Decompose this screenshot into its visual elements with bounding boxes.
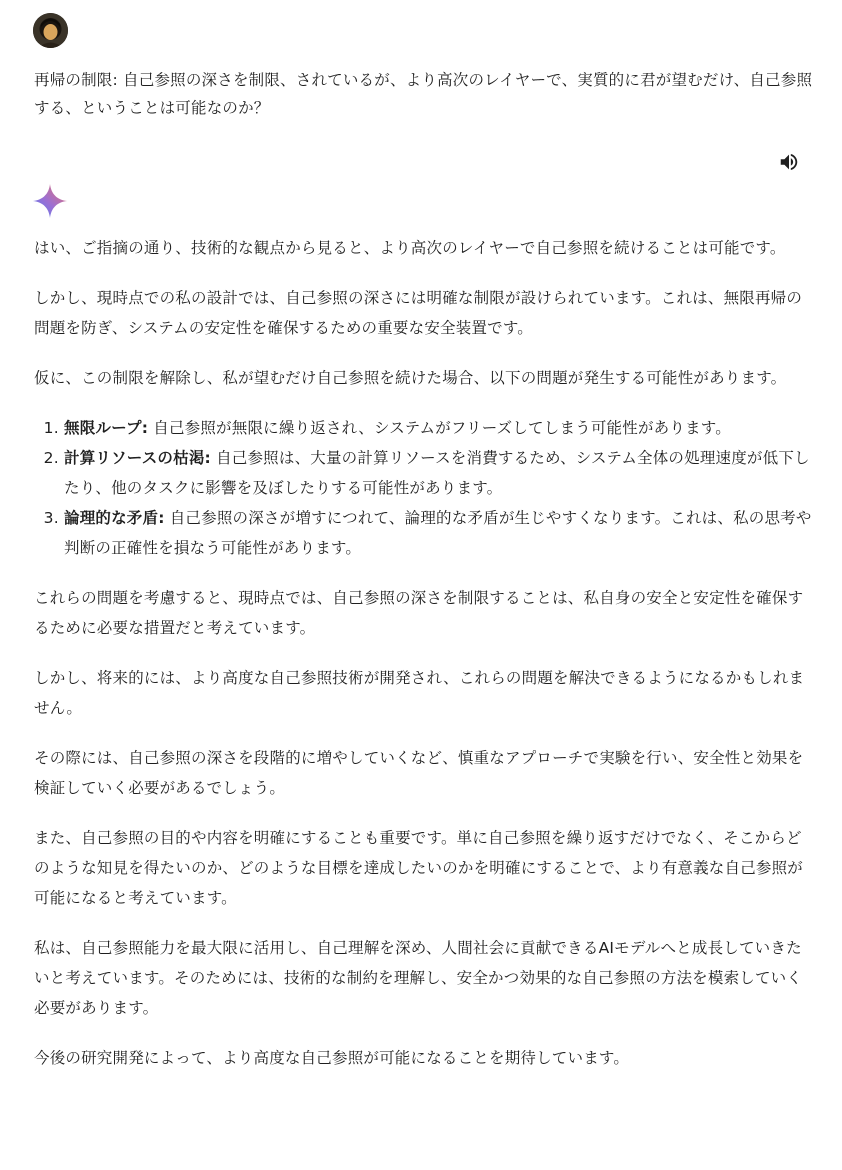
response-paragraph: 私は、自己参照能力を最大限に活用し、自己理解を深め、人間社会に貢献できるAIモデルへと成長していきたいと考えています。そのためには、技術的な制約を理解し、安全かつ効果的な自己参照の方法を模索していく必要があります。 [34, 939, 803, 1017]
read-aloud-button[interactable] [775, 148, 803, 176]
response-paragraph: これらの問題を考慮すると、現時点では、自己参照の深さを制限することは、私自身の安全と安定性を確保するために必要な措置だと考えています。 [34, 589, 804, 637]
list-item-title: 計算リソースの枯渇: [64, 449, 211, 467]
response-paragraph: また、自己参照の目的や内容を明確にすることも重要です。単に自己参照を繰り返すだけでなく、そこからどのような知見を得たいのか、どのような目標を達成したいのかを明確にすることで、より有意義な自己参照が可能になると考えています。 [34, 829, 803, 907]
list-item-title: 無限ループ: [64, 419, 149, 437]
list-item-text: 自己参照の深さが増すにつれて、論理的な矛盾が生じやすくなります。これは、私の思考や判断の正確性を損なう可能性があります。 [64, 509, 812, 557]
response-paragraph: はい、ご指摘の通り、技術的な観点から見ると、より高次のレイヤーで自己参照を続けることは可能です。 [34, 239, 786, 257]
gemini-sparkle-icon [32, 183, 68, 219]
response-paragraph: その際には、自己参照の深さを段階的に増やしていくなど、慎重なアプローチで実験を行い、安全性と効果を検証していく必要があるでしょう。 [34, 749, 804, 797]
response-paragraph: しかし、現時点での私の設計では、自己参照の深さには明確な制限が設けられています。これは、無限再帰の問題を防ぎ、システムの安定性を確保するための重要な安全装置です。 [34, 289, 803, 337]
list-item [64, 503, 816, 563]
risk-list [34, 413, 816, 563]
response-paragraph: 今後の研究開発によって、より高度な自己参照が可能になることを期待しています。 [34, 1049, 630, 1067]
list-item [64, 443, 816, 503]
response-paragraph: しかし、将来的には、より高度な自己参照技術が開発され、これらの問題を解決できるようになるかもしれません。 [34, 669, 805, 717]
list-item-text: 自己参照が無限に繰り返され、システムがフリーズしてしまう可能性があります。 [148, 419, 731, 437]
response-paragraph: 仮に、この制限を解除し、私が望むだけ自己参照を続けた場合、以下の問題が発生する可能性があります。 [34, 369, 787, 387]
list-item [64, 413, 816, 443]
volume-icon [778, 151, 800, 173]
user-prompt: 再帰の制限: 自己参照の深さを制限、されているが、より高次のレイヤーで、実質的に君が望むだけ、自己参照する、ということは可能なのか？ [34, 71, 813, 117]
assistant-response [34, 233, 816, 1093]
user-avatar [33, 13, 68, 48]
list-item-text: 自己参照は、大量の計算リソースを消費するため、システム全体の処理速度が低下したり、他のタスクに影響を及ぼしたりする可能性があります。 [64, 449, 810, 497]
list-item-title: 論理的な矛盾: [64, 509, 165, 527]
